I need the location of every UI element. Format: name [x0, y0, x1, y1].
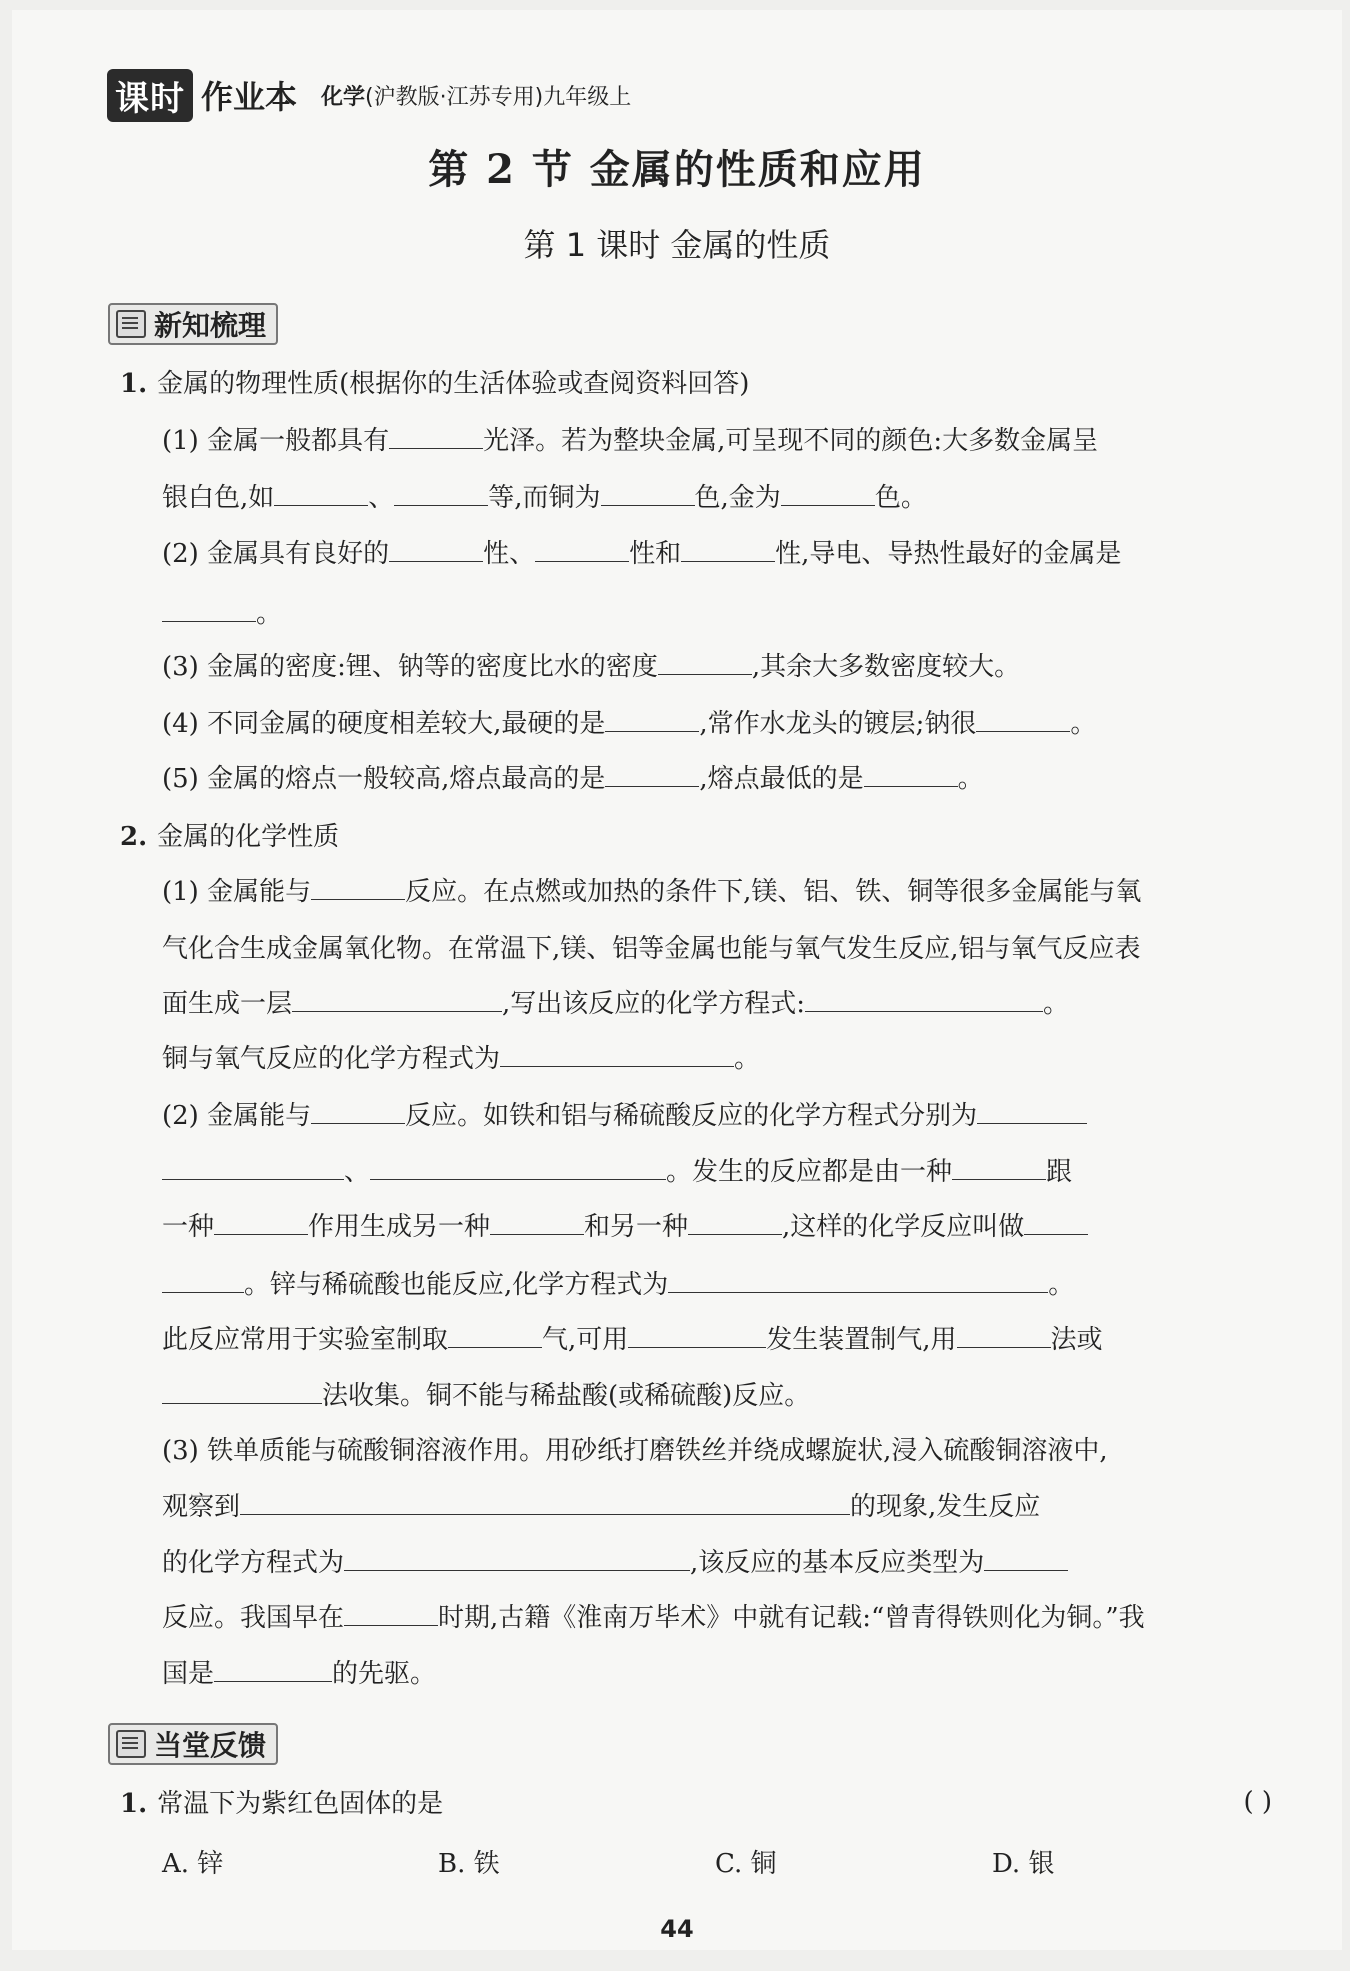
section-tag-feedback [108, 1723, 278, 1765]
answer-blank[interactable] [311, 875, 405, 900]
answer-blank[interactable] [448, 1323, 542, 1348]
answer-blank[interactable] [311, 1099, 405, 1124]
question-2 [120, 820, 339, 854]
text: 。 [256, 599, 283, 629]
answer-blank[interactable] [658, 650, 752, 675]
answer-blank[interactable] [370, 1155, 666, 1180]
pencil-note-icon [116, 1730, 146, 1758]
question-text: 常温下为紫红色固体的是 [157, 1789, 444, 1819]
text: 和另一种 [584, 1212, 689, 1242]
text: 光泽。若为整块金属,可呈现不同的颜色:大多数金属呈 [483, 426, 1099, 456]
answer-blank[interactable] [214, 1210, 308, 1235]
text: 性,导电、导热性最好的金属是 [775, 539, 1122, 569]
answer-blank[interactable] [605, 707, 699, 732]
q1-line-4 [162, 597, 282, 631]
option-a[interactable]: A. 锌 [162, 1849, 224, 1879]
q2-line-1 [162, 875, 1141, 909]
section-tag-new-knowledge [108, 303, 278, 345]
q1-line-2 [162, 481, 927, 515]
option-d[interactable]: D. 银 [992, 1849, 1055, 1879]
text: (1) 金属一般都具有 [162, 426, 390, 456]
q2-line-7 [162, 1210, 1088, 1244]
q2-line-3 [162, 987, 1069, 1021]
q2-line-15 [162, 1657, 436, 1691]
q1-line-5 [162, 650, 1020, 684]
question-1 [120, 367, 749, 401]
q2-line-8 [162, 1268, 1074, 1302]
answer-blank[interactable] [668, 1268, 1048, 1293]
q2-line-14 [162, 1601, 1145, 1635]
answer-blank[interactable] [688, 1210, 782, 1235]
text: 国是 [162, 1659, 215, 1689]
text: 观察到 [162, 1492, 241, 1522]
q2-line-13 [162, 1546, 1068, 1580]
answer-blank[interactable] [500, 1042, 734, 1067]
text: ,这样的化学反应叫做 [782, 1212, 1025, 1242]
text: 反应。在点燃或加热的条件下,镁、铝、铁、铜等很多金属能与氧 [405, 877, 1142, 907]
question-number: 2. [120, 822, 148, 852]
text: 银白色,如 [162, 483, 275, 513]
answer-blank[interactable] [292, 987, 502, 1012]
q2-line-11: (3) 铁单质能与硫酸铜溶液作用。用砂纸打磨铁丝并绕成螺旋状,浸入硫酸铜溶液中, [162, 1436, 1108, 1466]
text: (2) 金属具有良好的 [162, 539, 390, 569]
text: 色。 [874, 483, 927, 513]
subject: 化学 [321, 84, 366, 110]
answer-blank[interactable] [957, 1323, 1051, 1348]
question-text: 金属的化学性质 [157, 822, 340, 852]
question-number: 1. [120, 1789, 148, 1819]
feedback-question-1 [120, 1787, 443, 1821]
text: (4) 不同金属的硬度相差较大,最硬的是 [162, 709, 606, 739]
text: 。 [734, 1044, 761, 1074]
q1-line-3 [162, 537, 1121, 571]
text: (2) 金属能与 [162, 1101, 312, 1131]
answer-blank[interactable] [344, 1601, 438, 1626]
answer-blank[interactable] [214, 1657, 332, 1682]
text: 。锌与稀硫酸也能反应,化学方程式为 [244, 1270, 669, 1300]
answer-blank[interactable] [977, 1099, 1087, 1124]
lesson-title: 第 1 课时 金属的性质 [523, 226, 831, 264]
option-c[interactable]: C. 铜 [715, 1849, 777, 1879]
book-header [107, 70, 631, 120]
q2-line-6 [162, 1155, 1072, 1189]
answer-blank[interactable] [952, 1155, 1046, 1180]
series-logo: 课时 [107, 69, 193, 122]
section-title: 第 2 节 金属的性质和应用 [428, 146, 926, 193]
answer-blank[interactable] [162, 1379, 322, 1404]
text: (5) 金属的熔点一般较高,熔点最高的是 [162, 764, 606, 794]
question-number: 1. [120, 369, 148, 399]
series-name: 作业本 [201, 78, 298, 116]
text: ,熔点最低的是 [699, 764, 864, 794]
answer-blank[interactable] [162, 1268, 244, 1293]
text: 。发生的反应都是由一种 [666, 1157, 953, 1187]
q2-line-12 [162, 1490, 1040, 1524]
text: 。 [1070, 709, 1097, 739]
answer-blank[interactable] [605, 762, 699, 787]
edition: (沪教版·江苏专用)九年级上 [365, 84, 632, 110]
q2-line-9 [162, 1323, 1103, 1357]
text: 的现象,发生反应 [850, 1492, 1041, 1522]
notebook-icon [116, 310, 146, 338]
text: 反应。如铁和铝与稀硫酸反应的化学方程式分别为 [405, 1101, 978, 1131]
text: 法或 [1050, 1325, 1103, 1355]
text: 作用生成另一种 [308, 1212, 491, 1242]
text: 性和 [629, 539, 682, 569]
text: ,常作水龙头的镀层;钠很 [699, 709, 977, 739]
section-tag-label: 当堂反馈 [154, 1729, 267, 1762]
answer-bracket[interactable]: ( ) [1243, 1787, 1272, 1817]
book-info [321, 80, 631, 111]
text: 的化学方程式为 [162, 1548, 345, 1578]
answer-blank[interactable] [1024, 1210, 1088, 1235]
text: 一种 [162, 1212, 215, 1242]
text: ,该反应的基本反应类型为 [690, 1548, 985, 1578]
answer-blank[interactable] [681, 537, 775, 562]
option-b[interactable]: B. 铁 [438, 1849, 500, 1879]
answer-blank[interactable] [162, 597, 256, 622]
text: 此反应常用于实验室制取 [162, 1325, 449, 1355]
q1-line-7 [162, 762, 984, 796]
text: 跟 [1046, 1157, 1073, 1187]
answer-blank[interactable] [976, 707, 1070, 732]
text: 铜与氧气反应的化学方程式为 [162, 1044, 501, 1074]
answer-blank[interactable] [984, 1546, 1068, 1571]
text: 面生成一层 [162, 989, 293, 1019]
text: 、 [344, 1157, 371, 1187]
question-text: 金属的物理性质(根据你的生活体验或查阅资料回答) [157, 369, 750, 399]
answer-blank[interactable] [344, 1546, 690, 1571]
text: 。 [1048, 1270, 1075, 1300]
answer-blank[interactable] [389, 424, 483, 449]
answer-blank[interactable] [274, 481, 368, 506]
answer-blank[interactable] [601, 481, 695, 506]
page-number: 44 [660, 1915, 694, 1943]
workbook-page [12, 10, 1342, 1950]
answer-blank[interactable] [781, 481, 875, 506]
text: 性、 [483, 539, 536, 569]
answer-blank[interactable] [628, 1323, 766, 1348]
answer-blank[interactable] [389, 537, 483, 562]
q2-line-4 [162, 1042, 760, 1076]
answer-blank[interactable] [490, 1210, 584, 1235]
text: 反应。我国早在 [162, 1603, 345, 1633]
answer-blank[interactable] [805, 987, 1043, 1012]
q2-line-5 [162, 1099, 1087, 1133]
text: ,其余大多数密度较大。 [751, 652, 1021, 682]
text: 。 [957, 764, 984, 794]
text: 法收集。铜不能与稀盐酸(或稀硫酸)反应。 [322, 1381, 811, 1411]
section-tag-label: 新知梳理 [154, 309, 267, 342]
text: (3) 金属的密度:锂、钠等的密度比水的密度 [162, 652, 658, 682]
text: 的先驱。 [332, 1659, 437, 1689]
q2-line-10 [162, 1379, 810, 1413]
text: 色,金为 [694, 483, 781, 513]
text: 等,而铜为 [488, 483, 601, 513]
q1-line-1 [162, 424, 1098, 458]
answer-blank[interactable] [162, 1155, 344, 1180]
text: 发生装置制气,用 [766, 1325, 957, 1355]
text: 、 [368, 483, 395, 513]
answer-blank[interactable] [240, 1490, 850, 1515]
answer-blank[interactable] [394, 481, 488, 506]
text: 。 [1043, 989, 1070, 1019]
q2-line-2: 气化合生成金属氧化物。在常温下,镁、铝等金属也能与氧气发生反应,铝与氧气反应表 [162, 934, 1141, 964]
text: ,写出该反应的化学方程式: [502, 989, 806, 1019]
text: 气,可用 [542, 1325, 629, 1355]
q1-line-6 [162, 707, 1096, 741]
text: (1) 金属能与 [162, 877, 312, 907]
answer-blank[interactable] [535, 537, 629, 562]
text: 时期,古籍《淮南万毕术》中就有记载:“曾青得铁则化为铜。”我 [438, 1603, 1145, 1633]
answer-blank[interactable] [864, 762, 958, 787]
